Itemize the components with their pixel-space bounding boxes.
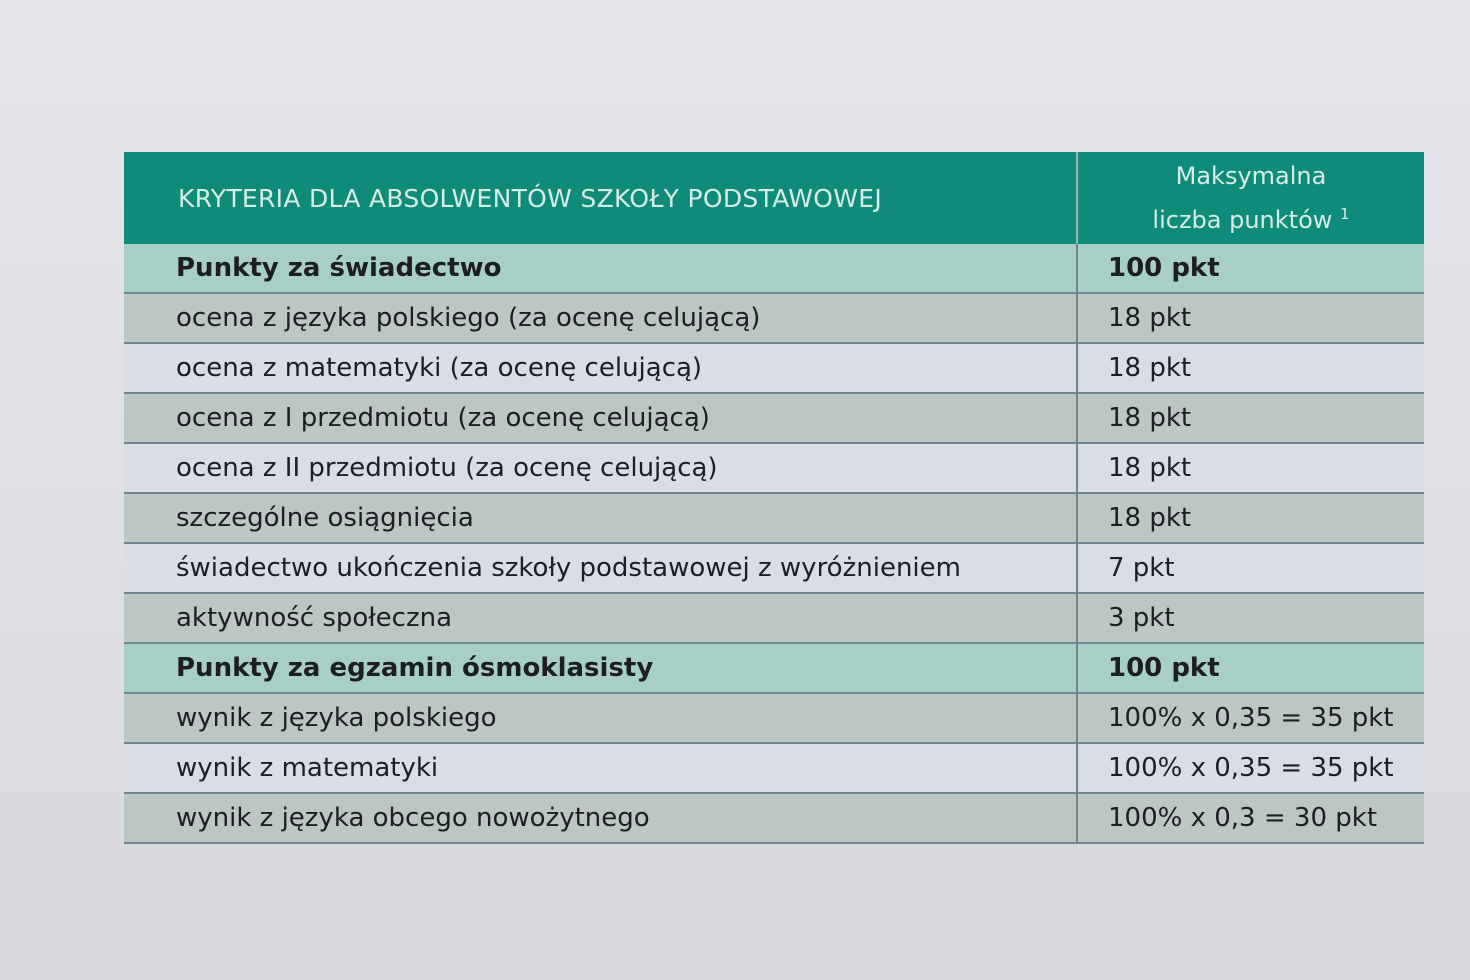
header-max-line2: liczba punktów: [1152, 206, 1333, 234]
row-label: ocena z II przedmiotu (za ocenę celującą): [124, 443, 1077, 493]
row-value: 100% x 0,35 = 35 pkt: [1077, 743, 1424, 793]
header-max-line1: Maksymalna: [1175, 162, 1327, 190]
table-row: [124, 593, 1424, 643]
row-value: 100 pkt: [1077, 643, 1424, 693]
row-value: 3 pkt: [1077, 593, 1424, 643]
row-label: Punkty za świadectwo: [124, 244, 1077, 293]
row-value: 18 pkt: [1077, 443, 1424, 493]
table-body: [124, 244, 1424, 843]
table-row: [124, 393, 1424, 443]
row-value: 18 pkt: [1077, 393, 1424, 443]
header-criteria: KRYTERIA DLA ABSOLWENTÓW SZKOŁY PODSTAWOWEJ: [124, 152, 1077, 244]
header-max-points: [1077, 152, 1424, 244]
header-max-line2-wrap: [1078, 195, 1424, 239]
table-row: [124, 244, 1424, 293]
row-label: ocena z języka polskiego (za ocenę celującą): [124, 293, 1077, 343]
row-label: wynik z języka obcego nowożytnego: [124, 793, 1077, 843]
table-row: [124, 443, 1424, 493]
table-row: [124, 743, 1424, 793]
row-value: 18 pkt: [1077, 493, 1424, 543]
criteria-table-container: [124, 152, 1424, 844]
footnote-marker: 1: [1340, 205, 1350, 223]
row-value: 18 pkt: [1077, 293, 1424, 343]
row-value: 100% x 0,3 = 30 pkt: [1077, 793, 1424, 843]
row-value: 100 pkt: [1077, 244, 1424, 293]
row-label: szczególne osiągnięcia: [124, 493, 1077, 543]
row-value: 18 pkt: [1077, 343, 1424, 393]
table-row: [124, 343, 1424, 393]
row-label: Punkty za egzamin ósmoklasisty: [124, 643, 1077, 693]
table-row: [124, 693, 1424, 743]
row-label: aktywność społeczna: [124, 593, 1077, 643]
row-label: wynik z matematyki: [124, 743, 1077, 793]
table-row: [124, 493, 1424, 543]
row-label: ocena z I przedmiotu (za ocenę celującą): [124, 393, 1077, 443]
table-row: [124, 293, 1424, 343]
row-value: 100% x 0,35 = 35 pkt: [1077, 693, 1424, 743]
row-value: 7 pkt: [1077, 543, 1424, 593]
row-label: ocena z matematyki (za ocenę celującą): [124, 343, 1077, 393]
table-row: [124, 793, 1424, 843]
table-header: [124, 152, 1424, 244]
table-row: [124, 643, 1424, 693]
row-label: wynik z języka polskiego: [124, 693, 1077, 743]
criteria-table: [124, 152, 1424, 844]
table-row: [124, 543, 1424, 593]
row-label: świadectwo ukończenia szkoły podstawowej z wyróżnieniem: [124, 543, 1077, 593]
